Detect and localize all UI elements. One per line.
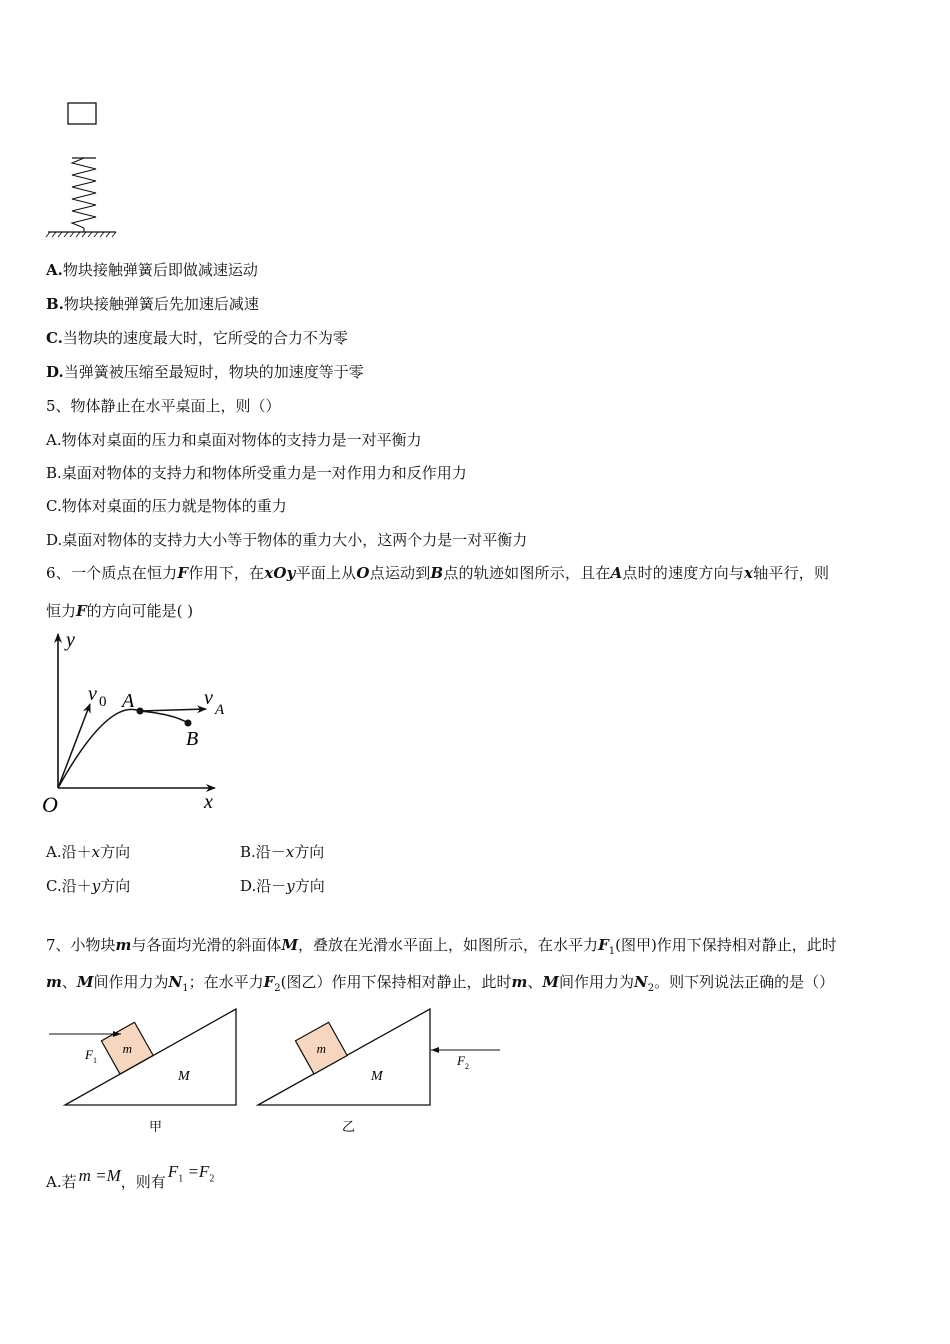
block xyxy=(68,103,96,124)
origin-label: O xyxy=(42,792,58,817)
trajectory-curve xyxy=(58,709,188,788)
q6-option-a: A.沿＋x方向 xyxy=(46,843,131,861)
q5-option-a: A.物体对桌面的压力和桌面对物体的支持力是一对平衡力 xyxy=(46,431,422,449)
q6-option-b: B.沿－x方向 xyxy=(240,843,325,861)
svg-text:1: 1 xyxy=(93,1056,97,1065)
vA-sub: A xyxy=(215,702,225,718)
q7-stem-line1: 7、小物块m与各面均光滑的斜面体M，叠放在光滑水平面上，如图所示，在水平力$F_1$(图甲)作用下保持相对静止，此时 xyxy=(46,936,837,957)
q6-option-d: D.沿－y方向 xyxy=(240,877,325,895)
v0-label: v xyxy=(88,683,97,705)
b-label: B xyxy=(186,728,199,750)
spring-block-figure xyxy=(40,95,130,240)
q4-option-a: A.物块接触弹簧后即做减速运动 xyxy=(46,261,258,279)
q6-stem-line2: 恒力F的方向可能是( ) xyxy=(46,602,194,620)
vA-arrow xyxy=(140,709,206,711)
q5-stem: 5、物体静止在水平桌面上，则（） xyxy=(46,397,281,415)
svg-text:M: M xyxy=(371,1069,383,1084)
a-label: A xyxy=(122,690,135,712)
spring xyxy=(72,158,96,228)
q5-option-c: C.物体对桌面的压力就是物体的重力 xyxy=(46,497,287,515)
q7-option-a: A.若 m =M，则有$F_1 =F_2$ xyxy=(46,1162,215,1191)
svg-text:甲: 甲 xyxy=(149,1119,163,1134)
y-label: y xyxy=(66,629,75,651)
q4-option-d: D.当弹簧被压缩至最短时，物块的加速度等于零 xyxy=(46,363,364,381)
svg-text:乙: 乙 xyxy=(342,1119,356,1134)
incline-figure-right xyxy=(250,1005,510,1135)
incline-figure-left xyxy=(45,1005,245,1135)
q4-option-b: B.物块接触弹簧后先加速后减速 xyxy=(46,295,259,313)
q5-option-b: B.桌面对物体的支持力和物体所受重力是一对作用力和反作用力 xyxy=(46,464,467,482)
svg-text:m: m xyxy=(316,1041,327,1057)
svg-text:m: m xyxy=(122,1041,132,1057)
v0-sub: 0 xyxy=(99,694,107,710)
q6-option-c: C.沿＋y方向 xyxy=(46,877,131,895)
q7-stem-line2: m、M间作用力为$N_1$；在水平力$F_2$(图乙）作用下保持相对静止，此时m、M间作用力为$N_2$。则下列说法正确的是（） xyxy=(46,973,835,994)
svg-text:2: 2 xyxy=(465,1062,469,1071)
q4-option-c: C.当物块的速度最大时，它所受的合力不为零 xyxy=(46,329,348,347)
q6-stem: 6、一个质点在恒力F作用下，在xOy平面上从O点运动到B点的轨迹如图所示，且在A点时的速度方向与x轴平行，则 xyxy=(46,564,830,582)
trajectory-figure xyxy=(38,628,228,820)
svg-text:M: M xyxy=(178,1069,190,1084)
q5-option-d: D.桌面对物体的支持力大小等于物体的重力大小，这两个力是一对平衡力 xyxy=(46,531,528,549)
svg-text:F: F xyxy=(457,1053,465,1068)
point-b xyxy=(185,720,192,727)
svg-text:F: F xyxy=(85,1047,93,1062)
point-a xyxy=(137,708,144,715)
x-label: x xyxy=(204,791,213,813)
vA-label: v xyxy=(204,687,213,709)
